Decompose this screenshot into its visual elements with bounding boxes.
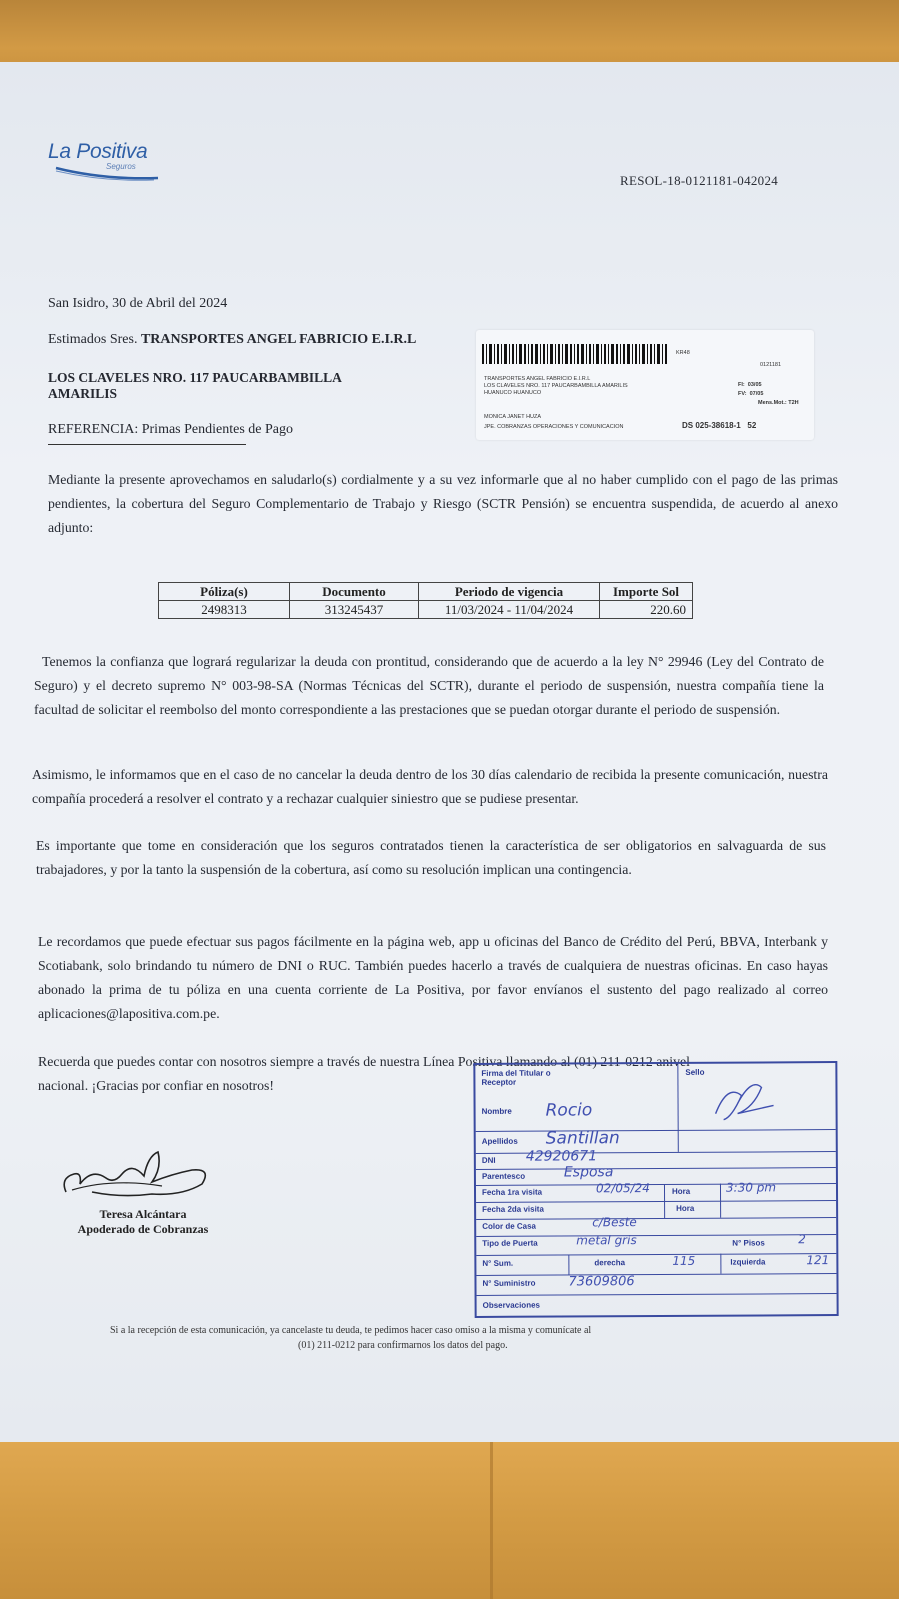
table-cell-periodo: 11/03/2024 - 11/04/2024 — [419, 601, 600, 619]
stamp-label-puerta: Tipo de Puerta — [482, 1238, 538, 1248]
address-line-1: LOS CLAVELES NRO. 117 PAUCARBAMBILLA — [48, 370, 342, 385]
stamp-label-obs: Observaciones — [482, 1300, 541, 1310]
table-row — [159, 601, 693, 619]
stamp-label-pisos: N° Pisos — [732, 1238, 765, 1248]
stamp-label-nombre: Nombre — [481, 1106, 512, 1116]
stamp-row-suministro — [476, 1273, 836, 1296]
paragraph-4: Es importante que tome en consideración que los seguros contratados tienen la característica de ser obligatorios en salvaguarda de sus trabajadores, y por la tanto la suspensión de la cobertura, así como su resolución implican una contingencia. — [36, 838, 826, 877]
stamp-value-fecha1: 02/05/24 — [595, 1181, 650, 1196]
barcode-icon — [482, 344, 672, 366]
label-city: HUANUCO HUANUCO — [484, 390, 542, 396]
stamp-value-parentesco: Esposa — [563, 1164, 614, 1181]
label-mens: Mens.Mot.: T2H — [758, 400, 799, 406]
stamp-value-suministro: 73609806 — [568, 1274, 635, 1290]
stamp-value-puerta: metal gris — [576, 1233, 637, 1248]
paragraph-6-line-1: Recuerda que puedes contar con nosotros siempre a través de nuestra Línea Positiva llamando al (01) 211-0212 anivel — [38, 1054, 690, 1069]
stamp-label-dni: DNI — [481, 1155, 496, 1165]
stamp-label-parentesco: Parentesco — [481, 1171, 526, 1181]
footer-line-2: (01) 211-0212 para confirmarnos los datos del pago. — [298, 1340, 508, 1351]
table-header: Importe Sol — [600, 583, 693, 601]
stamp-row-obs — [477, 1295, 837, 1317]
table-cell-poliza: 2498313 — [159, 601, 290, 619]
address-block — [48, 370, 342, 402]
courier-stamp — [473, 1061, 838, 1318]
salutation-prefix: Estimados Sres. — [48, 332, 138, 347]
stamp-value-nombre: Rocio — [545, 1100, 593, 1121]
stamp-label-color: Color de Casa — [482, 1221, 537, 1231]
stamp-value-hora: 3:30 pm — [725, 1180, 777, 1195]
stamp-label-suministro: N° Suministro — [482, 1278, 536, 1288]
stamp-value-dni: 42920671 — [525, 1148, 598, 1165]
label-ds: DS 025-38618-1 52 — [682, 421, 757, 430]
stamp-label-izquierda: Izquierda — [730, 1257, 766, 1267]
label-dept: JPE. COBRANZAS OPERACIONES Y COMUNICACION — [484, 424, 624, 430]
logo-brand-sub: Seguros — [106, 162, 136, 171]
table-header: Póliza(s) — [159, 583, 290, 601]
table-header: Documento — [290, 583, 419, 601]
stamp-value-izquierda: 121 — [806, 1253, 830, 1268]
signer-name: Teresa Alcántara — [99, 1207, 187, 1221]
table-header-row — [159, 583, 693, 601]
logo-brand-name: La Positiva — [48, 140, 148, 163]
stamp-label-hora2: Hora — [676, 1203, 695, 1213]
table-header: Periodo de vigencia — [419, 583, 600, 601]
resolution-number: RESOL-18-0121181-042024 — [620, 173, 779, 188]
salutation — [48, 328, 416, 351]
logo-swoosh-icon — [54, 164, 164, 182]
stamp-label-firma: Firma del Titular o Receptor — [481, 1068, 551, 1087]
stamp-label-sello: Sello — [685, 1067, 705, 1077]
company-name: TRANSPORTES ANGEL FABRICIO E.I.R.L — [140, 332, 417, 347]
label-contact: MONICA JANET HUZA — [484, 414, 542, 420]
stamp-label-apellido: Apellidos — [481, 1136, 518, 1146]
footer-note — [110, 1323, 870, 1353]
label-code: 0121181 — [760, 362, 782, 368]
stamp-label-fecha2: Fecha 2da visita — [482, 1204, 544, 1214]
reference-underline — [48, 444, 246, 445]
signer-title: Apoderado de Cobranzas — [77, 1222, 209, 1236]
label-address: LOS CLAVELES NRO. 117 PAUCARBAMBILLA AMARILIS — [484, 383, 628, 389]
stamp-label-hora: Hora — [671, 1186, 691, 1196]
stamp-row-nombre — [476, 1101, 836, 1127]
envelope-seam — [490, 1440, 493, 1599]
reference-line: REFERENCIA: Primas Pendientes de Pago — [48, 422, 293, 437]
signature-icon — [52, 1148, 222, 1210]
table-cell-documento: 313245437 — [290, 601, 419, 619]
la-positiva-logo — [48, 140, 148, 171]
label-fi: FI: 03/05 — [738, 382, 762, 388]
paragraph-2: Tenemos la confianza que logrará regularizar la deuda con prontitud, considerando que de acuerdo a la ley N° 29946 (Ley del Contrato de Seguro) y el decreto supremo N° 003-98-SA (Normas Técnicas del SCTR), durante el periodo de suspensión, nuestra compañía tiene la facultad de solicitar el reembolso del monto correspondiente a las prestaciones que se puedan otorgar durante el periodo de suspensión. — [34, 654, 824, 717]
label-company: TRANSPORTES ANGEL FABRICIO E.I.R.L — [484, 376, 591, 382]
date-line: San Isidro, 30 de Abril del 2024 — [48, 296, 228, 311]
policy-table — [158, 582, 693, 619]
paragraph-3: Asimismo, le informamos que en el caso de no cancelar la deuda dentro de los 30 días calendario de recibida la presente comunicación, nuestra compañía procederá a resolver el contrato y a rechazar cualquier siniestro que se pudiese presentar. — [32, 767, 828, 806]
footer-line-1: Si a la recepción de esta comunicación, ya cancelaste tu deuda, te pedimos hacer caso omiso a la misma y comunícate al — [110, 1325, 592, 1336]
stamp-value-derecha: 115 — [672, 1253, 696, 1268]
signer-block — [48, 1207, 238, 1237]
paragraph-6-line-2: nacional. ¡Gracias por confiar en nosotros! — [38, 1078, 274, 1093]
stamp-label-nro: N° Sum. — [482, 1258, 514, 1268]
paragraph-1: Mediante la presente aprovechamos en saludarlo(s) cordialmente y a su vez informarle que al no haber cumplido con el pago de las primas pendientes, la cobertura del Seguro Complementario de Trabajo y Riesgo (SCTR Pensión) se encuentra suspendida, de acuerdo al anexo adjunto: — [48, 472, 838, 535]
envelope-bottom — [0, 1440, 899, 1599]
stamp-label-derecha: derecha — [594, 1258, 626, 1268]
label-fv: FV: 07/05 — [738, 391, 764, 397]
label-small-code: KR48 — [676, 350, 690, 356]
stamp-value-pisos: 2 — [798, 1232, 806, 1247]
table-cell-importe: 220.60 — [600, 601, 693, 619]
stamp-value-apellido: Santillan — [545, 1128, 620, 1149]
stamp-value-color: c/Beste — [592, 1215, 637, 1230]
mail-label — [476, 330, 814, 440]
paragraph-5: Le recordamos que puede efectuar sus pagos fácilmente en la página web, app u oficinas del Banco de Crédito del Perú, BBVA, Interbank y Scotiabank, solo brindando tu número de DNI o RUC. También puedes hacerlo a través de cualquiera de nuestras oficinas. En caso hayas abonado la prima de tu póliza en una cuenta corriente de La Positiva, por favor envíanos el sustento del pago realizado al correo aplicaciones@lapositiva.com.pe. — [38, 934, 828, 1021]
address-line-2: AMARILIS — [48, 386, 118, 401]
stamp-label-fecha1: Fecha 1ra visita — [481, 1187, 543, 1197]
